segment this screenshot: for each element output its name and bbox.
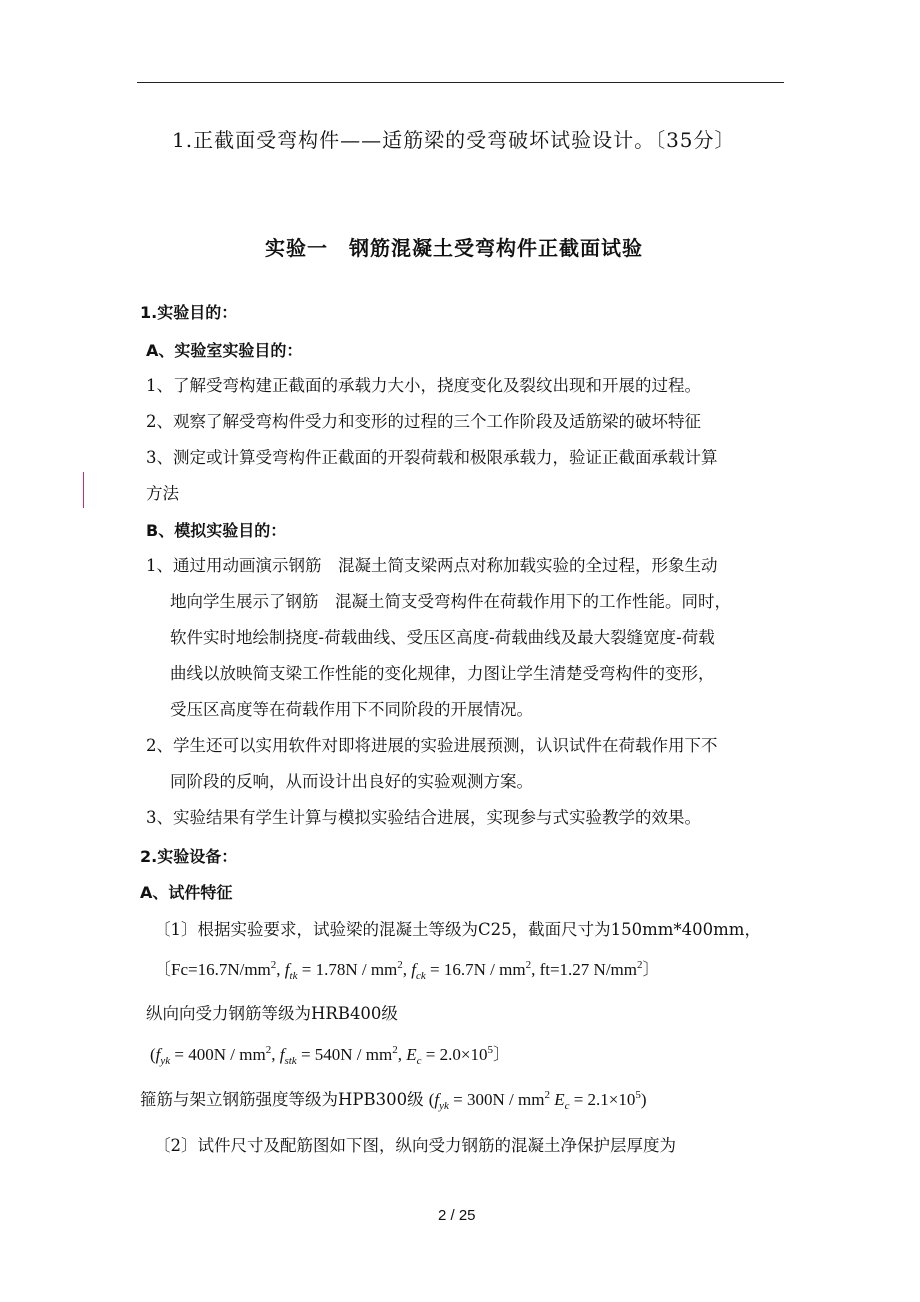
specimen-paragraph-1: 〔1〕根据实验要求，试验梁的混凝土等级为C25，截面尺寸为150mm*400mm， (154, 920, 761, 939)
experiment-title: 实验一 钢筋混凝土受弯构件正截面试验 (265, 236, 643, 260)
list-item-continuation: 同阶段的反响，从而设计出良好的实验观测方案。 (170, 772, 533, 791)
section-heading-purpose: 1.实验目的： (140, 303, 238, 322)
list-item-continuation: 方法 (146, 484, 179, 503)
list-item: 2、学生还可以实用软件对即将进展的实验进展预测，认识试件在荷载作用下不 (146, 736, 718, 755)
rebar-params-line: ($f_{yk} = 400N / mm^2$, $f_{stk} = 540N / mm^2$, $E_c = 2.0\times 10^5$〕 (150, 1044, 510, 1067)
margin-change-mark (83, 472, 84, 508)
concrete-params-line: 〔$Fc=16.7N/mm^2$, $f_{tk} = 1.78N / mm^2$, $f_{ck} = 16.7N / mm^2$, ft=1.27 $N/mm^2$〕 (154, 959, 660, 982)
list-item: 1、了解受弯构建正截面的承载力大小，挠度变化及裂纹出现和开展的过程。 (146, 376, 701, 395)
list-item: 3、测定或计算受弯构件正截面的开裂荷载和极限承载力，验证正截面承载计算 (146, 448, 718, 467)
section-heading-equipment: 2.实验设备： (140, 847, 238, 866)
subheading-lab-purpose: A、实验室实验目的： (146, 341, 303, 360)
list-item: 2、观察了解受弯构件受力和变形的过程的三个工作阶段及适筋梁的破坏特征 (146, 412, 701, 431)
list-item-continuation: 地向学生展示了钢筋 混凝土简支受弯构件在荷载作用下的工作性能。同时， (170, 592, 731, 611)
specimen-paragraph-2: 〔2〕试件尺寸及配筋图如下图，纵向受力钢筋的混凝土净保护层厚度为 (154, 1136, 676, 1155)
stirrup-line: 箍筋与架立钢筋强度等级为HPB300级 ($f_{yk} = 300N / mm^2$ $E_c = 2.1\times 10^5$) (140, 1089, 647, 1112)
list-item: 1、通过用动画演示钢筋 混凝土简支梁两点对称加载实验的全过程，形象生动 (146, 556, 718, 575)
list-item-continuation: 软件实时地绘制挠度-荷载曲线、受压区高度-荷载曲线及最大裂缝宽度-荷载 (170, 628, 715, 647)
subheading-specimen: A、试件特征 (140, 883, 233, 902)
header-rule (137, 82, 784, 83)
list-item: 3、实验结果有学生计算与模拟实验结合进展，实现参与式实验教学的效果。 (146, 808, 701, 827)
list-item-continuation: 曲线以放映简支梁工作性能的变化规律，力图让学生清楚受弯构件的变形， (170, 664, 715, 683)
question-header: 1.正截面受弯构件——适筋梁的受弯破坏试验设计。〔35分〕 (172, 128, 736, 152)
list-item-continuation: 受压区高度等在荷载作用下不同阶段的开展情况。 (170, 700, 533, 719)
page-number: 2 / 25 (438, 1207, 476, 1224)
rebar-grade-text: 纵向向受力钢筋等级为HRB400级 (146, 1004, 398, 1023)
subheading-sim-purpose: B、模拟实验目的： (146, 521, 287, 540)
